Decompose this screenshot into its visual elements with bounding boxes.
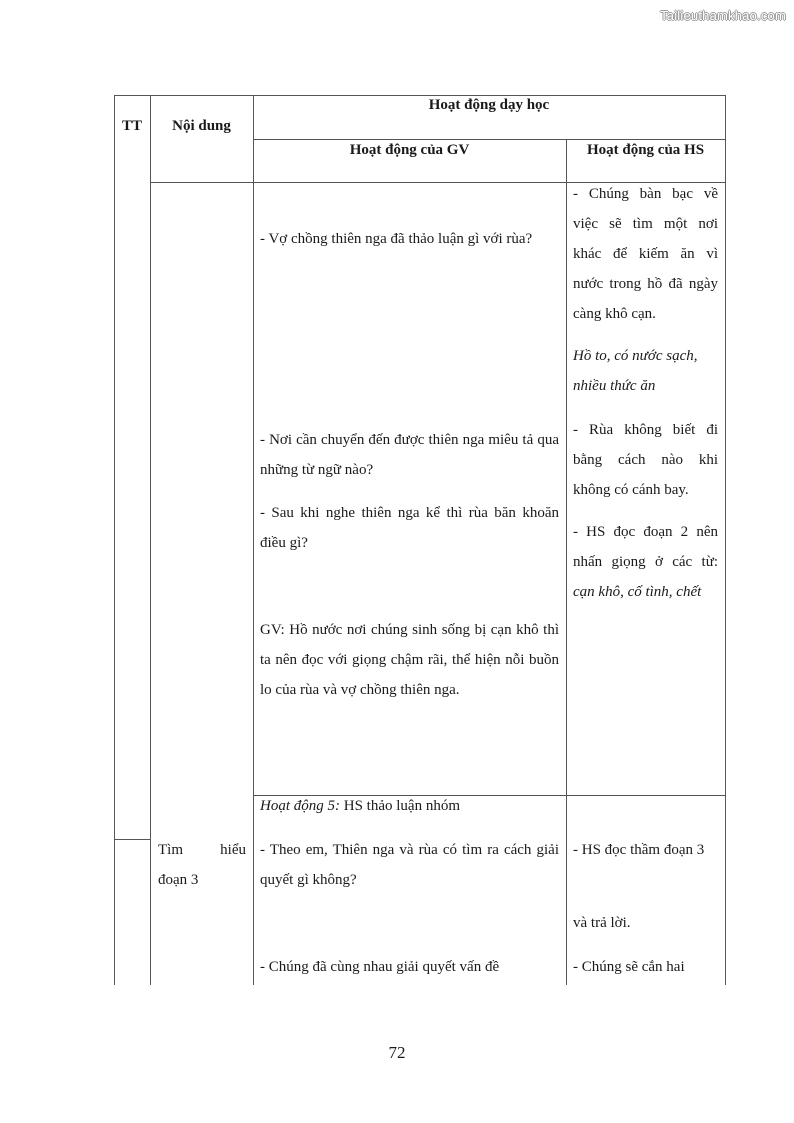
content-column-line bbox=[253, 95, 254, 985]
header-split-line bbox=[253, 139, 726, 140]
gv-question-2: - Nơi cần chuyển đến được thiên nga miêu tả qua những từ ngữ nào? bbox=[260, 432, 559, 478]
gv-hs-column-line bbox=[566, 139, 567, 985]
hs-answer-4-text: - HS đọc đoạn 2 nên nhấn giọng ở các từ: bbox=[573, 524, 718, 570]
watermark: Tailieuthamkhao.com bbox=[660, 8, 786, 23]
hs-answer-4-emphasis: cạn khô, cố tình, chết bbox=[573, 584, 702, 600]
gv-note: GV: Hồ nước nơi chúng sinh sống bị cạn khô thì ta nên đọc với giọng chậm rãi, thể hiện nỗi buồn lo của rùa và vợ chồng thiên nga. bbox=[260, 622, 559, 698]
gv-question-1: - Vợ chồng thiên nga đã thảo luận gì với rùa? bbox=[260, 231, 533, 247]
content-section-label bbox=[158, 835, 246, 895]
hs-answer-6: và trả lời. bbox=[573, 915, 631, 931]
header-teacher: Hoạt động của GV bbox=[349, 142, 470, 158]
hs-answer-2: Hồ to, có nước sạch, nhiều thức ăn bbox=[573, 348, 698, 394]
activity5-label: Hoạt động 5: bbox=[260, 798, 340, 814]
activity5-text: HS thảo luận nhóm bbox=[340, 798, 460, 814]
hs-answer-4 bbox=[573, 517, 718, 607]
header-tt: TT bbox=[121, 118, 142, 134]
header-student: Hoạt động của HS bbox=[586, 142, 705, 158]
header-content: Nội dung bbox=[172, 118, 231, 134]
tt-row-line bbox=[114, 839, 150, 840]
content-section-line2: đoạn 3 bbox=[158, 872, 199, 888]
gv-question-5: - Chúng đã cùng nhau giải quyết vấn đề bbox=[260, 959, 500, 975]
gv-question-3: - Sau khi nghe thiên nga kể thì rùa băn khoăn điều gì? bbox=[260, 505, 559, 551]
table-left-border bbox=[114, 95, 115, 985]
hs-answer-1: - Chúng bàn bạc về việc sẽ tìm một nơi khác để kiếm ăn vì nước trong hồ đã ngày càng khô cạn. bbox=[573, 186, 718, 322]
hs-answer-5: - HS đọc thầm đoạn 3 bbox=[573, 842, 705, 858]
content-section-line1: Tìm hiểu bbox=[158, 842, 246, 858]
table-top-border bbox=[114, 95, 726, 96]
table-right-border bbox=[725, 95, 726, 985]
tt-column-line bbox=[150, 95, 151, 985]
page-number: 72 bbox=[388, 1043, 406, 1062]
header-activities: Hoạt động dạy học bbox=[428, 97, 550, 113]
gv-activity-5 bbox=[260, 791, 559, 821]
hs-answer-3: - Rùa không biết đi bằng cách nào khi không có cánh bay. bbox=[573, 422, 718, 498]
gv-question-4: - Theo em, Thiên nga và rùa có tìm ra cách giải quyết gì không? bbox=[260, 842, 559, 888]
hs-answer-7: - Chúng sẽ cắn hai bbox=[573, 959, 685, 975]
